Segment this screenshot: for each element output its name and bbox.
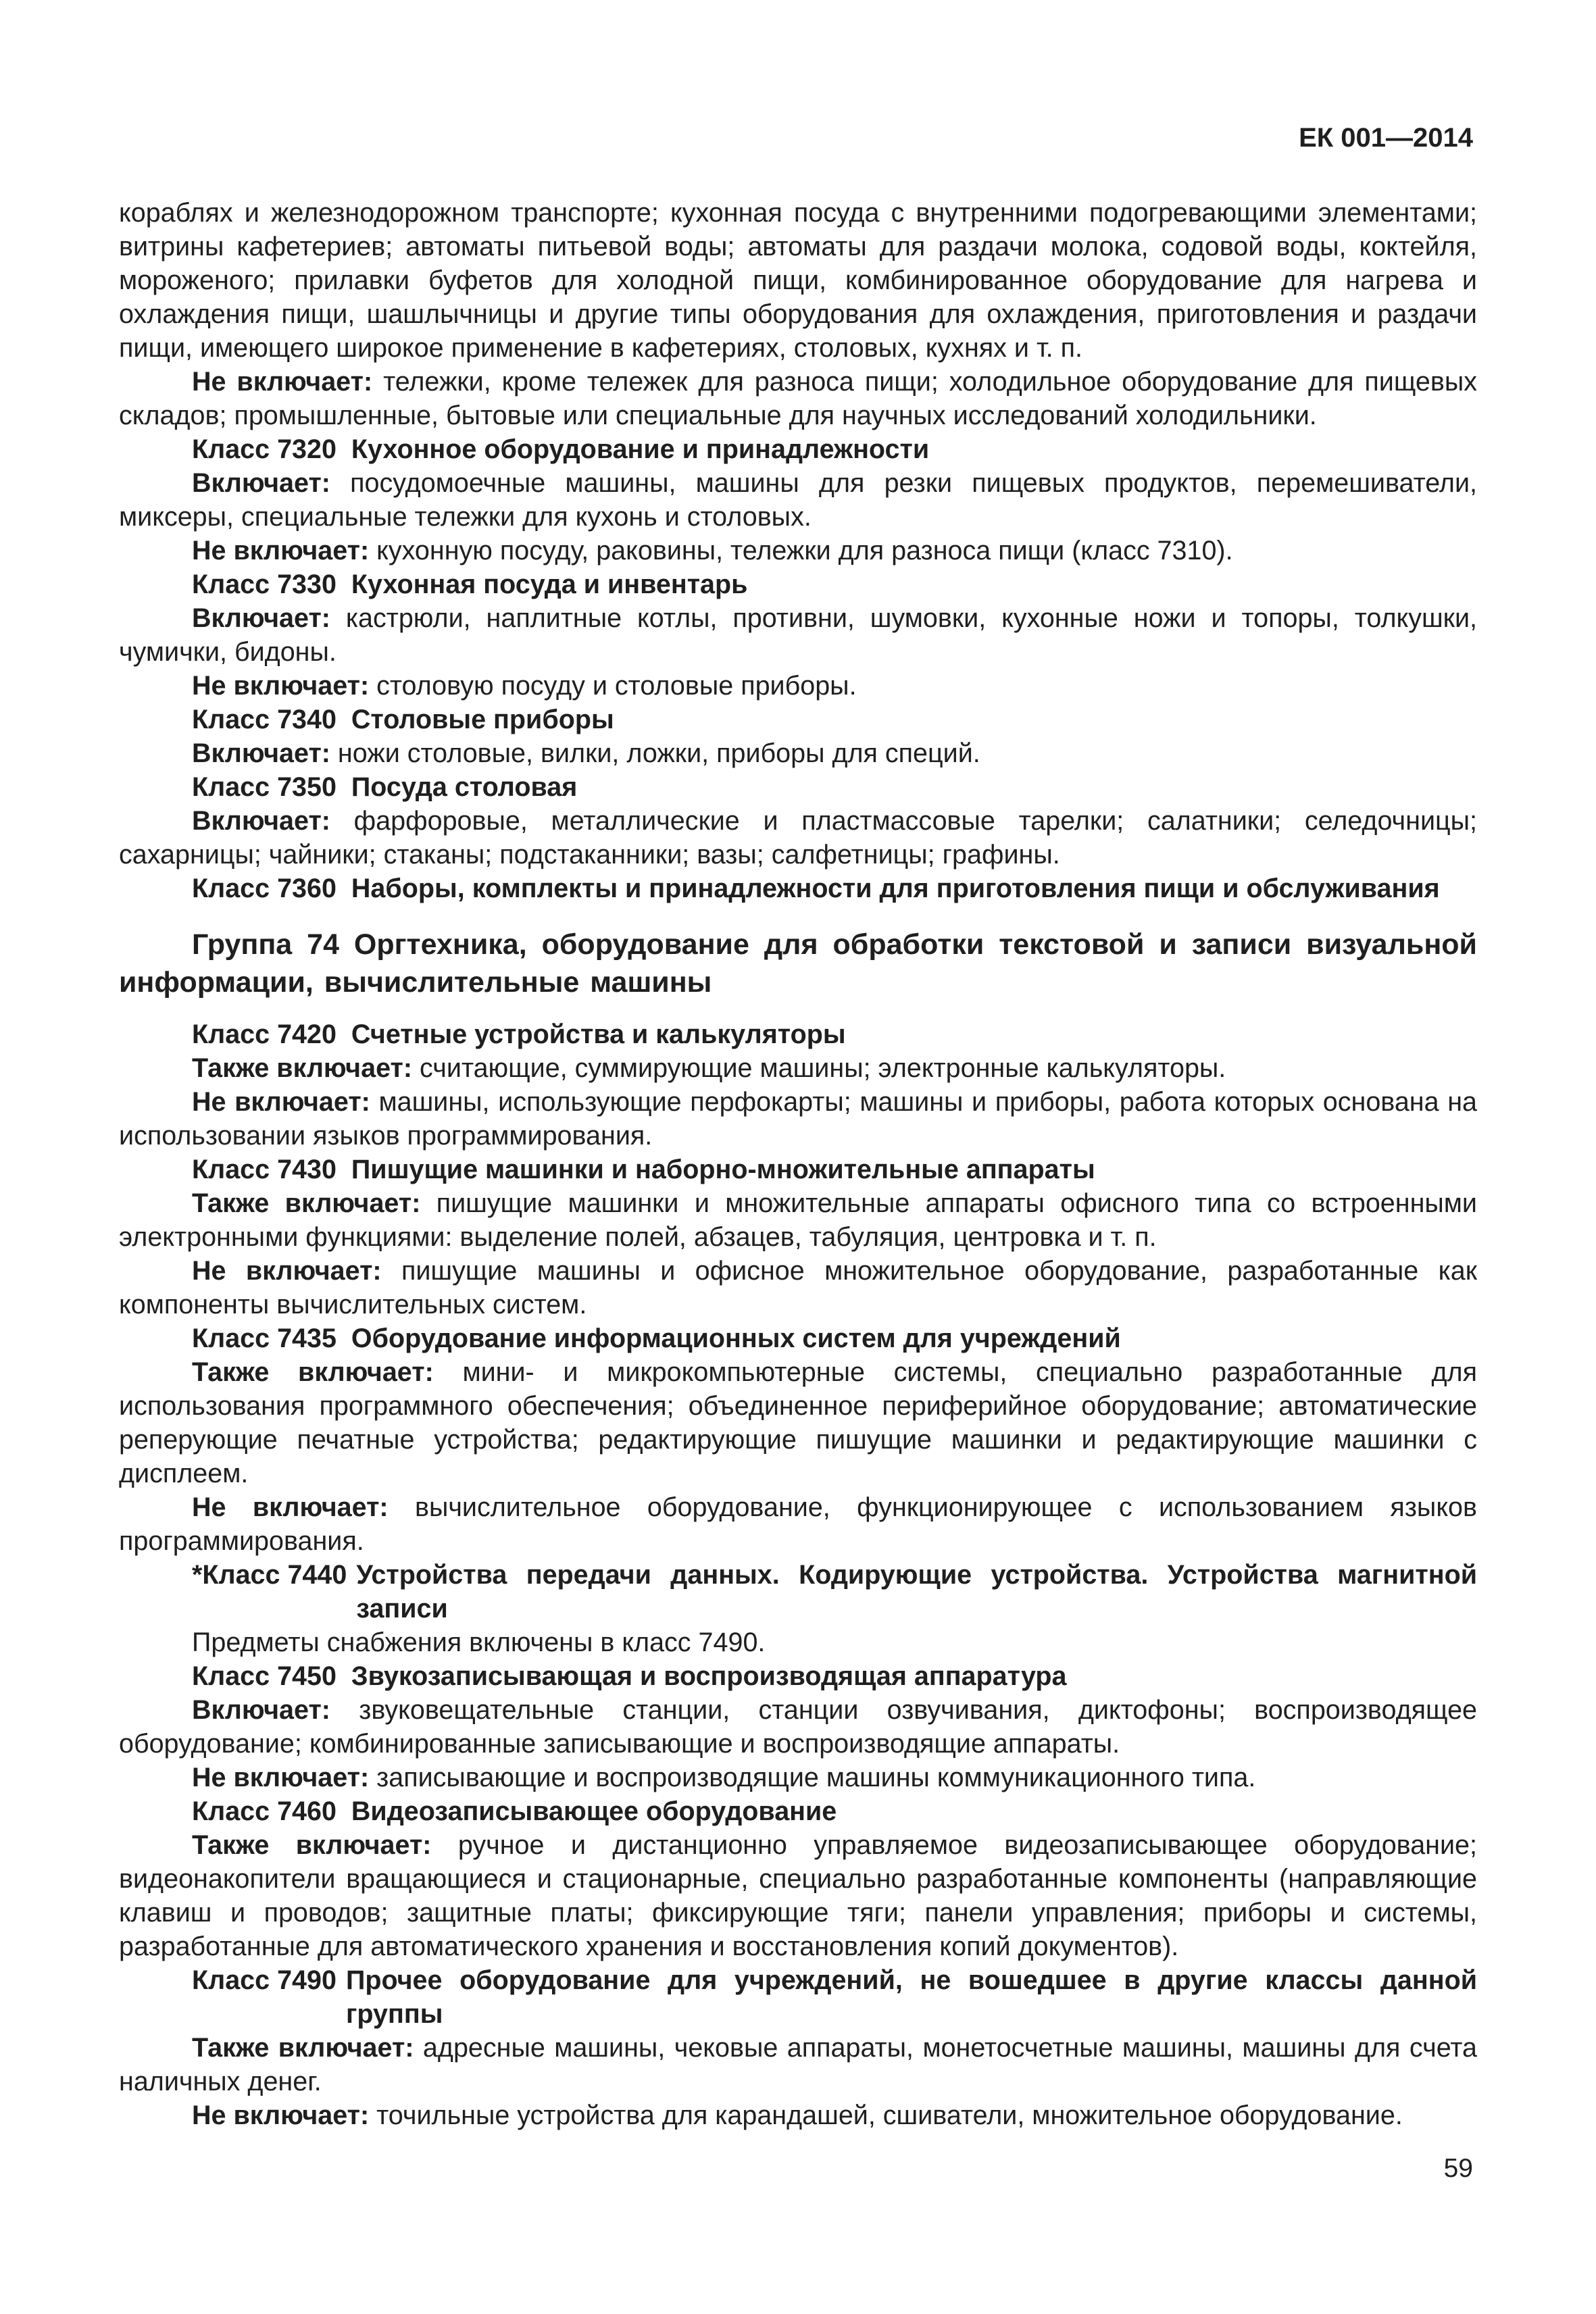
class-7430-includes [119, 1186, 1477, 1254]
class-code: Класс 7340 [192, 705, 336, 734]
group-74-heading: Группа 74 Оргтехника, оборудование для обработки текстовой и записи визуальной информации, вычислительные машины [119, 928, 1477, 999]
includes-label: Включает: [192, 468, 330, 498]
class-code: Класс 7320 [192, 434, 336, 464]
excludes-label: Не включает: [192, 1256, 382, 1286]
class-title: Наборы, комплекты и принадлежности для приготовления пищи и обслуживания [351, 874, 1440, 903]
excludes-label: Не включает: [192, 1763, 370, 1792]
excludes-label: Не включает: [192, 2101, 370, 2130]
includes-text: ручное и дистанционно управляемое видеозаписывающее оборудование; видеонакопители вращающиеся и стационарные, специально разработанные компоненты (направляющие клавиш и проводов; защитные платы; фиксирующие тяги; панели управления; приборы и системы, разработанные для автоматического хранения и восстановления копий документов). [119, 1830, 1478, 1961]
class-7420-excludes [119, 1085, 1477, 1153]
class-title: Столовые приборы [351, 705, 614, 734]
includes-text: кастрюли, наплитные котлы, противни, шумовки, кухонные ножи и топоры, толкушки, чумички, бидоны. [119, 603, 1477, 667]
includes-text: ножи столовые, вилки, ложки, приборы для специй. [330, 738, 980, 768]
class-7350-heading [119, 770, 1477, 804]
excludes-text: записывающие и воспроизводящие машины коммуникационного типа. [369, 1763, 1256, 1792]
class-7430-heading [119, 1153, 1477, 1186]
class-7360-heading [119, 872, 1477, 905]
class-7420-heading [119, 1017, 1477, 1051]
class-7490-excludes [119, 2098, 1477, 2132]
class-code: Класс 7460 [192, 1796, 336, 1826]
class-code: Класс 7490 [192, 1965, 336, 1995]
class-7330-includes [119, 601, 1477, 669]
class-7460-heading [119, 1794, 1477, 1828]
includes-text: звуковещательные станции, станции озвучивания, диктофоны; воспроизводящее оборудование; комбинированные записывающие и воспроизводящие аппараты. [119, 1695, 1477, 1759]
page-number: 59 [1443, 2154, 1473, 2183]
includes-label: Также включает: [192, 2033, 414, 2063]
class-code: Класс 7435 [192, 1324, 336, 1353]
excludes-text: столовую посуду и столовые приборы. [369, 671, 857, 701]
class-title: Пишущие машинки и наборно-множительные аппараты [351, 1155, 1095, 1184]
includes-text: фарфоровые, металлические и пластмассовые тарелки; салатники; селедочницы; сахарницы; чайники; стаканы; подстаканники; вазы; салфетницы; графины. [119, 806, 1477, 870]
includes-label: Также включает: [192, 1357, 434, 1387]
intro-continuation: кораблях и железнодорожном транспорте; кухонная посуда с внутренними подогревающими элементами; витрины кафетериев; автоматы питьевой воды; автоматы для раздачи молока, содовой воды, коктейля, мороженого; прилавки буфетов для холодной пищи, комбинированное оборудование для нагрева и охлаждения пищи, шашлычницы и другие типы оборудования для охлаждения, приготовления и раздачи пищи, имеющего широкое применение в кафетериях, столовых, кухнях и т. п. [119, 198, 1477, 363]
class-7450-heading [119, 1659, 1477, 1693]
class-7330-excludes [119, 669, 1477, 703]
class-code: *Класс 7440 [192, 1560, 347, 1590]
class-title: Счетные устройства и калькуляторы [351, 1020, 846, 1049]
class-7420-includes [119, 1051, 1477, 1085]
includes-label: Включает: [192, 1695, 330, 1725]
class-code: Класс 7360 [192, 874, 336, 903]
class-code: Класс 7430 [192, 1155, 336, 1184]
class-7435-includes [119, 1355, 1477, 1490]
class-title: Кухонная посуда и инвентарь [351, 570, 748, 599]
excludes-label: Не включает: [192, 671, 370, 701]
class-7340-includes [119, 736, 1477, 770]
class-7450-excludes [119, 1761, 1477, 1794]
includes-text: посудомоечные машины, машины для резки пищевых продуктов, перемешиватели, миксеры, специальные тележки для кухонь и столовых. [119, 468, 1477, 532]
includes-text: считающие, суммирующие машины; электронные калькуляторы. [412, 1053, 1226, 1083]
class-7490-heading [119, 1963, 1477, 2031]
excludes-text: тележки, кроме тележек для разноса пищи; холодильное оборудование для пищевых складов; промышленные, бытовые или специальные для научных исследований холодильники. [119, 367, 1478, 430]
class-title: Оборудование информационных систем для учреждений [351, 1324, 1121, 1353]
class-7340-heading [119, 703, 1477, 736]
class-7490-includes [119, 2031, 1477, 2098]
class-7440-note: Предметы снабжения включены в класс 7490. [192, 1628, 766, 1657]
class-7460-includes [119, 1828, 1477, 1963]
class-7320-includes [119, 466, 1477, 534]
class-code: Класс 7450 [192, 1661, 336, 1691]
excludes-text: кухонную посуду, раковины, тележки для разноса пищи (класс 7310). [369, 536, 1233, 565]
class-code: Класс 7350 [192, 772, 336, 802]
intro-excludes [119, 365, 1477, 432]
class-title: Кухонное оборудование и принадлежности [351, 434, 930, 464]
excludes-text: пишущие машины и офисное множительное оборудование, разработанные как компоненты вычислительных систем. [119, 1256, 1477, 1319]
class-7320-excludes [119, 534, 1477, 568]
class-code: Класс 7420 [192, 1020, 336, 1049]
class-7430-excludes [119, 1254, 1477, 1322]
class-7330-heading [119, 568, 1477, 601]
class-7435-heading [119, 1322, 1477, 1355]
class-7320-heading [119, 432, 1477, 466]
class-title: Посуда столовая [351, 772, 578, 802]
includes-text: мини- и микрокомпьютерные системы, специально разработанные для использования программного обеспечения; объединенное периферийное оборудование; автоматические реперующие печатные устройства; редактирующие пишущие машинки и редактирующие машинки с дисплеем. [119, 1357, 1477, 1488]
class-title: Устройства передачи данных. Кодирующие устройства. Устройства магнитной записи [356, 1560, 1477, 1624]
class-title: Прочее оборудование для учреждений, не вошедшее в другие классы данной группы [345, 1965, 1477, 2029]
class-7440-heading [119, 1558, 1477, 1626]
includes-label: Также включает: [192, 1053, 413, 1083]
class-code: Класс 7330 [192, 570, 336, 599]
excludes-text: машины, использующие перфокарты; машины и приборы, работа которых основана на использовании языков программирования. [119, 1087, 1477, 1151]
includes-label: Включает: [192, 806, 330, 836]
excludes-label: Не включает: [192, 1492, 389, 1522]
excludes-text: точильные устройства для карандашей, сшиватели, множительное оборудование. [369, 2101, 1403, 2130]
page-body [119, 196, 1477, 2132]
excludes-label: Не включает: [192, 1087, 370, 1117]
document-code-header: ЕК 001—2014 [1299, 123, 1473, 153]
class-7450-includes [119, 1693, 1477, 1761]
includes-label: Также включает: [192, 1188, 421, 1218]
class-title: Звукозаписывающая и воспроизводящая аппаратура [351, 1661, 1067, 1691]
excludes-label: Не включает: [192, 367, 373, 397]
class-7435-excludes [119, 1490, 1477, 1558]
class-7350-includes [119, 804, 1477, 872]
includes-label: Включает: [192, 603, 330, 633]
excludes-text: вычислительное оборудование, функционирующее с использованием языков программирования. [119, 1492, 1477, 1556]
includes-label: Также включает: [192, 1830, 432, 1860]
excludes-label: Не включает: [192, 536, 370, 565]
class-title: Видеозаписывающее оборудование [351, 1796, 837, 1826]
includes-text: пишущие машинки и множительные аппараты офисного типа со встроенными электронными функциями: выделение полей, абзацев, табуляция, центровка и т. п. [119, 1188, 1477, 1252]
includes-text: адресные машины, чековые аппараты, монетосчетные машины, машины для счета наличных денег. [119, 2033, 1477, 2096]
includes-label: Включает: [192, 738, 330, 768]
